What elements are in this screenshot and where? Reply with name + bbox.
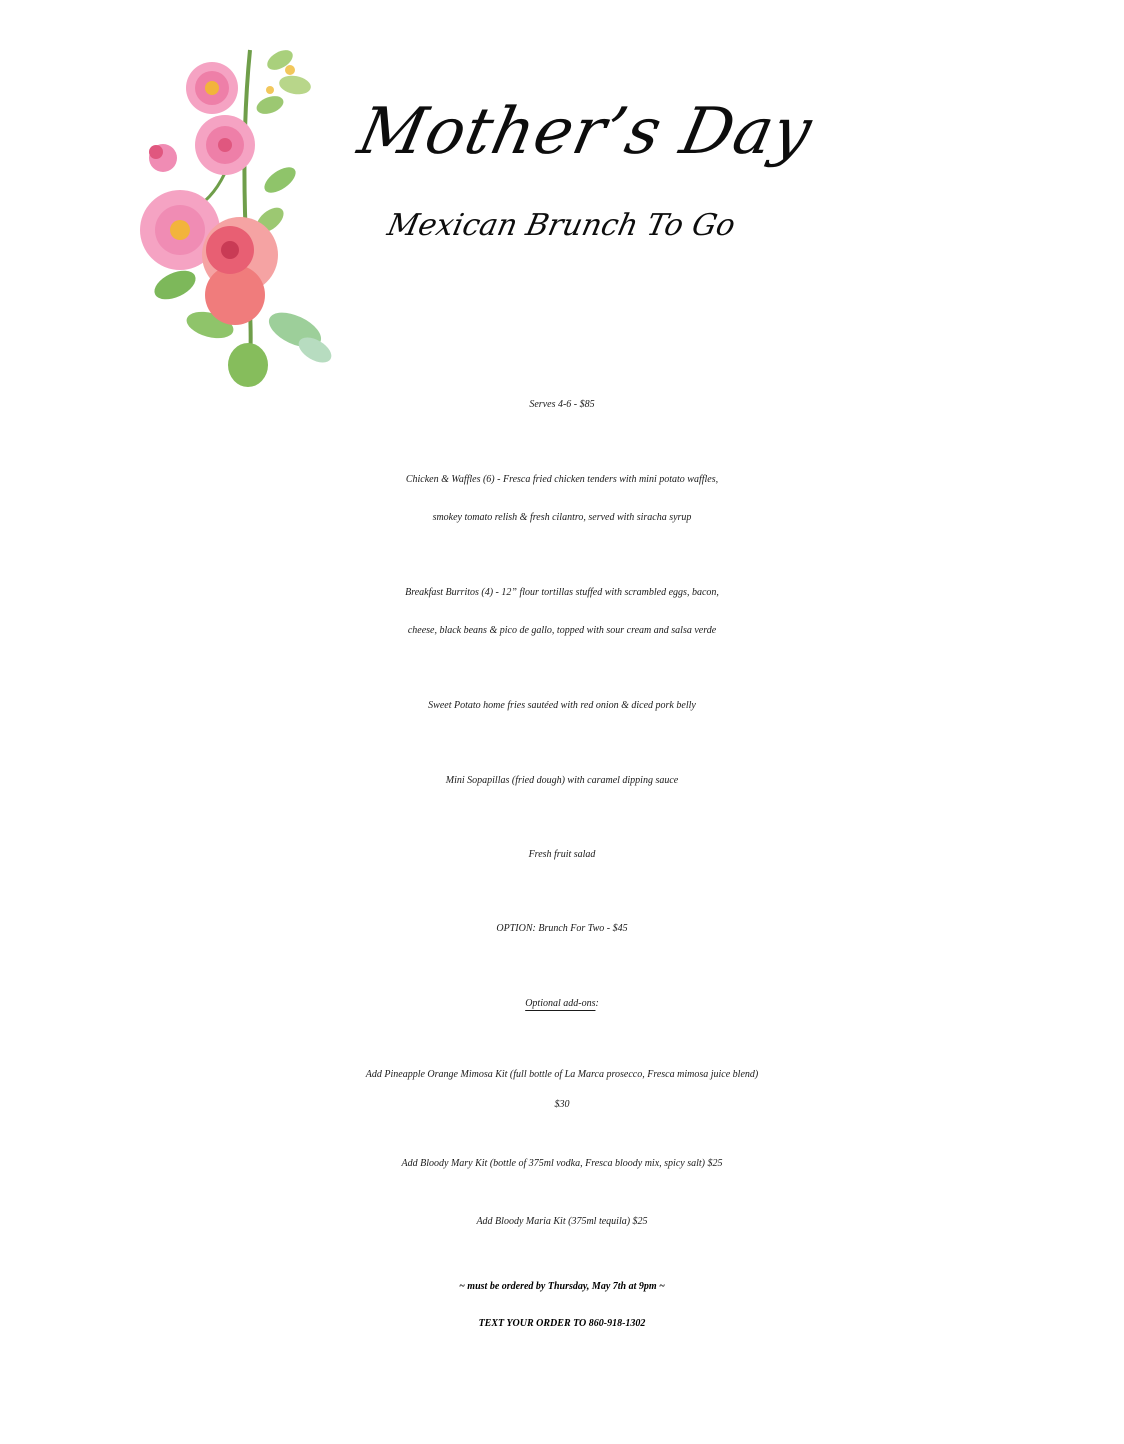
- page-title: Mother’s Day: [352, 95, 819, 169]
- addon-bloody-mary: Add Bloody Mary Kit (bottle of 375ml vodka, Fresca bloody mix, spicy salt) $25: [401, 1158, 723, 1169]
- order-contact: TEXT YOUR ORDER TO 860-918-1302: [478, 1318, 646, 1329]
- page-subtitle: Mexican Brunch To Go: [384, 208, 739, 243]
- menu-item-burritos-line1: Breakfast Burritos (4) - 12” flour tortillas stuffed with scrambled eggs, bacon,: [405, 587, 719, 598]
- menu-item-chicken-waffles-line1: Chicken & Waffles (6) - Fresca fried chicken tenders with mini potato waffles,: [405, 474, 719, 485]
- flower-bouquet-icon: [130, 30, 340, 395]
- addons-heading-text: Optional add-ons: [525, 998, 596, 1009]
- addons-heading-colon: :: [595, 998, 599, 1009]
- addons-heading: [0, 985, 1124, 1023]
- brunch-for-two-option: OPTION: Brunch For Two - $45: [496, 923, 628, 934]
- menu-item-chicken-waffles-line2: smokey tomato relish & fresh cilantro, served with siracha syrup: [432, 512, 692, 523]
- menu-item-sopapillas: Mini Sopapillas (fried dough) with caramel dipping sauce: [445, 775, 679, 786]
- addon-mimosa-price: $30: [554, 1099, 570, 1110]
- serves-price: Serves 4-6 - $85: [529, 399, 595, 410]
- order-deadline: ~ must be ordered by Thursday, May 7th at 9pm ~: [459, 1281, 665, 1292]
- menu-item-fruit-salad: Fresh fruit salad: [528, 849, 596, 860]
- menu-item-home-fries: Sweet Potato home fries sautéed with red onion & diced pork belly: [428, 700, 696, 711]
- addon-mimosa-line1: Add Pineapple Orange Mimosa Kit (full bottle of La Marca prosecco, Fresca mimosa juice blend): [365, 1069, 759, 1080]
- addon-bloody-maria: Add Bloody Maria Kit (375ml tequila) $25: [476, 1216, 648, 1227]
- menu-item-burritos-line2: cheese, black beans & pico de gallo, topped with sour cream and salsa verde: [407, 625, 717, 636]
